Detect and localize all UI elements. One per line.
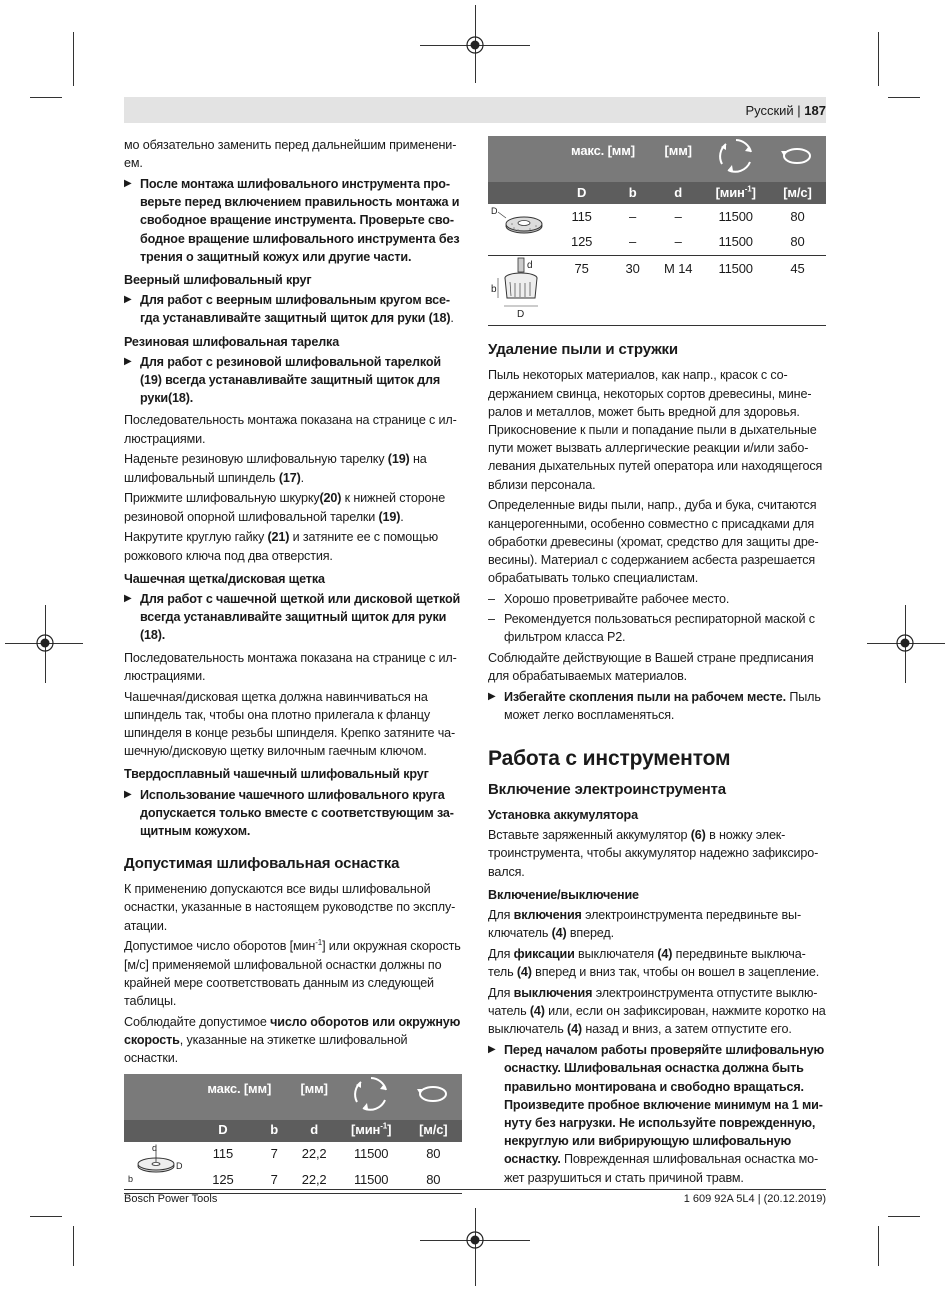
col-rpm: [мин$^{-1}$]	[715, 184, 756, 200]
warning-bullet: ▶ Для работ с чашечной щеткой или дисковой щеткой всегда устанавливайте защитный щиток для руки (18).	[124, 590, 462, 645]
paragraph: Последовательность монтажа показана на странице с иллюстрациями.	[124, 650, 457, 683]
paragraph: Пыль некоторых материалов, как напр., красок с содержанием свинца, некоторых сортов древесины, минералов и металлов, может быть вредной для здоровья. Прикосновение к пыли и попадание пыли в дыхательные пути может вызвать аллергические реакции и/или заболевания дыхательных путей оператора или находящегося вблизи персонала.	[488, 368, 823, 492]
paragraph: Соблюдайте действующие в Вашей стране предписания для обрабатываемых материалов.	[488, 650, 814, 683]
grinding-disc-figure	[124, 1142, 188, 1194]
col-d: d	[674, 184, 683, 200]
col-b: b	[628, 184, 637, 200]
table-row: 125 7 22,2 11500 80	[124, 1167, 462, 1193]
col-D: D	[218, 1122, 228, 1138]
dash-item: – Рекомендуется пользоваться респираторной маской с фильтром класса P2.	[488, 610, 826, 646]
chapter-heading: Работа с инструментом	[488, 747, 731, 771]
subheading: Чашечная щетка/дисковая щетка	[124, 571, 325, 586]
table-row: D 115 – – 11500 80	[488, 204, 826, 230]
paragraph: Вставьте заряженный аккумулятор (6) в ножку электроинструмента, чтобы аккумулятор надежно зафиксировался.	[488, 828, 819, 879]
paragraph: Накрутите круглую гайку (21) и затяните ее с помощью рожкового ключа под два отверстия.	[124, 530, 439, 563]
sanding-pad-figure	[488, 204, 552, 256]
subheading: Твердосплавный чашечный шлифовальный круг	[124, 767, 429, 782]
paragraph: Допустимое число оборотов [мин$^{-1}$] или окружная скорость [м/с] применяемой шлифовальной оснастки должны по крайней мере соответствовать данным из следующей таблицы.	[124, 938, 461, 1009]
paragraph: Прижмите шлифовальную шкурку(20) к нижней стороне резиновой опорной шлифовальной тарелки (19).	[124, 491, 446, 524]
subheading: Резиновая шлифовальная тарелка	[124, 334, 340, 349]
warning-bullet: ▶ Для работ с веерным шлифовальным кругом всегда устанавливайте защитный щиток для руки (18).	[124, 291, 462, 327]
registration-mark-icon	[895, 633, 915, 653]
crop-mark	[878, 32, 879, 86]
subheading: Установка аккумулятора	[488, 808, 638, 823]
table-row: d D b 115 7 22,2 11500 80	[124, 1142, 462, 1168]
footer-brand: Bosch Power Tools	[124, 1193, 218, 1205]
rotation-icon	[338, 1074, 405, 1120]
registration-mark-icon	[35, 633, 55, 653]
svg-text:D: D	[176, 1160, 183, 1171]
footer-doc-number: 1 609 92A 5L4 | (20.12.2019)	[683, 1193, 826, 1205]
paragraph: Для фиксации выключателя (4) передвиньте выключатель (4) вперед и вниз так, чтобы он вошел в зацепление.	[488, 947, 820, 980]
warning-bullet: ▶ Для работ с резиновой шлифовальной тарелкой (19) всегда устанавливайте защитный щиток для руки(18).	[124, 353, 462, 408]
spec-table-left	[124, 1074, 462, 1194]
warning-bullet: ▶ После монтажа шлифовального инструмента проверьте перед включением правильность монтажа и свободное вращение инструмента. Проверьте свободное вращение шлифовального инструмента без трения о защитный кожух или другие части.	[124, 175, 462, 266]
registration-mark-icon	[465, 1230, 485, 1250]
paragraph: Чашечная/дисковая щетка должна навинчиваться на шпиндель так, чтобы она плотно прилегала к фланцу шпинделя в конце резьбы шпинделя. Крепко затяните чашечную/дисковую щетку вилочным гаечным ключом.	[124, 689, 456, 759]
crop-mark	[878, 1226, 879, 1266]
header-max-mm: макс. [мм]	[207, 1080, 272, 1096]
crop-mark	[30, 97, 62, 98]
paragraph: К применению допускаются все виды шлифовальной оснастки, указанные в настоящем руководстве по эксплуатации.	[124, 882, 456, 933]
cup-brush-figure	[488, 256, 552, 326]
warning-bullet: ▶ Избегайте скопления пыли на рабочем месте. Пыль может легко воспламеняться.	[488, 688, 826, 724]
crop-mark	[30, 1216, 62, 1217]
section-heading: Удаление пыли и стружки	[488, 341, 678, 359]
subheading: Веерный шлифовальный круг	[124, 273, 312, 288]
table-row: 125 – – 11500 80	[488, 230, 826, 256]
col-d: d	[310, 1122, 319, 1138]
table-row: d b D 75 30 M 14 11500 45	[488, 256, 826, 326]
paragraph: Наденьте резиновую шлифовальную тарелку (19) на шлифовальный шпиндель (17).	[124, 452, 427, 485]
paragraph: Для включения электроинструмента передвиньте выключатель (4) вперед.	[488, 908, 802, 941]
header-max-mm: макс. [мм]	[571, 143, 635, 158]
section-heading: Допустимая шлифовальная оснастка	[124, 855, 400, 873]
col-rpm: [мин$^{-1}$]	[351, 1122, 392, 1138]
page-header: Русский | 187	[745, 103, 826, 118]
col-ms: [м/с]	[419, 1122, 448, 1138]
col-D: D	[577, 184, 587, 200]
paragraph: Для выключения электроинструмента отпустите выключатель (4) или, если он зафиксирован, нажмите коротко на выключатель (4) назад и вниз, а затем отпустите его.	[488, 986, 826, 1037]
svg-text:D: D	[491, 206, 498, 216]
dash-item: – Хорошо проветривайте рабочее место.	[488, 590, 826, 608]
paragraph: мо обязательно заменить перед дальнейшим применением.	[124, 138, 457, 171]
paragraph: Соблюдайте допустимое число оборотов или окружную скорость, указанные на этикетке шлифовальной оснастки.	[124, 1014, 461, 1066]
paragraph: Последовательность монтажа показана на странице с иллюстрациями.	[124, 413, 457, 446]
speed-icon	[405, 1074, 462, 1120]
crop-mark	[73, 32, 74, 86]
page-number: 187	[804, 103, 826, 118]
warning-bullet: ▶ Использование чашечного шлифовального круга допускается только вместе с соответствующим защитным кожухом.	[124, 786, 462, 841]
footer-divider	[124, 1189, 826, 1190]
header-bar	[124, 97, 826, 123]
header-language: Русский	[745, 103, 794, 118]
rotation-icon	[702, 136, 768, 182]
svg-text:b: b	[128, 1173, 133, 1184]
svg-text:D: D	[517, 309, 525, 321]
col-b: b	[270, 1122, 279, 1138]
subheading: Включение/выключение	[488, 887, 639, 902]
col-ms: [м/с]	[783, 184, 812, 200]
registration-mark-icon	[465, 35, 485, 55]
svg-text:d: d	[527, 260, 533, 272]
header-mm: [мм]	[664, 143, 692, 158]
right-column	[488, 136, 826, 1191]
left-column	[124, 136, 462, 1194]
spec-table-right	[488, 136, 826, 326]
svg-text:b: b	[491, 284, 497, 296]
speed-icon	[769, 136, 826, 182]
crop-mark	[888, 1216, 920, 1217]
paragraph: Определенные виды пыли, напр., дуба и бука, считаются канцерогенными, особенно совместно с присадками для обработки древесины (хромат, средство для защиты древесины). Материал с содержанием асбеста разрешается обрабатывать только специалистам.	[488, 498, 819, 586]
svg-text:d: d	[152, 1142, 157, 1153]
crop-mark	[888, 97, 920, 98]
warning-bullet: ▶ Перед началом работы проверяйте шлифовальную оснастку. Шлифовальная оснастка должна быть правильно монтирована и свободно вращаться. Произведите пробное включение минимум на 1 минуту без нагрузки. Не используйте поврежденную, некруглую или вибрирующую шлифовальную оснастку. Поврежденная шлифовальная оснастка может разрушиться и стать причиной травм.	[488, 1041, 826, 1187]
section-heading: Включение электроинструмента	[488, 781, 726, 799]
header-mm: [мм]	[300, 1080, 328, 1096]
crop-mark	[73, 1226, 74, 1266]
